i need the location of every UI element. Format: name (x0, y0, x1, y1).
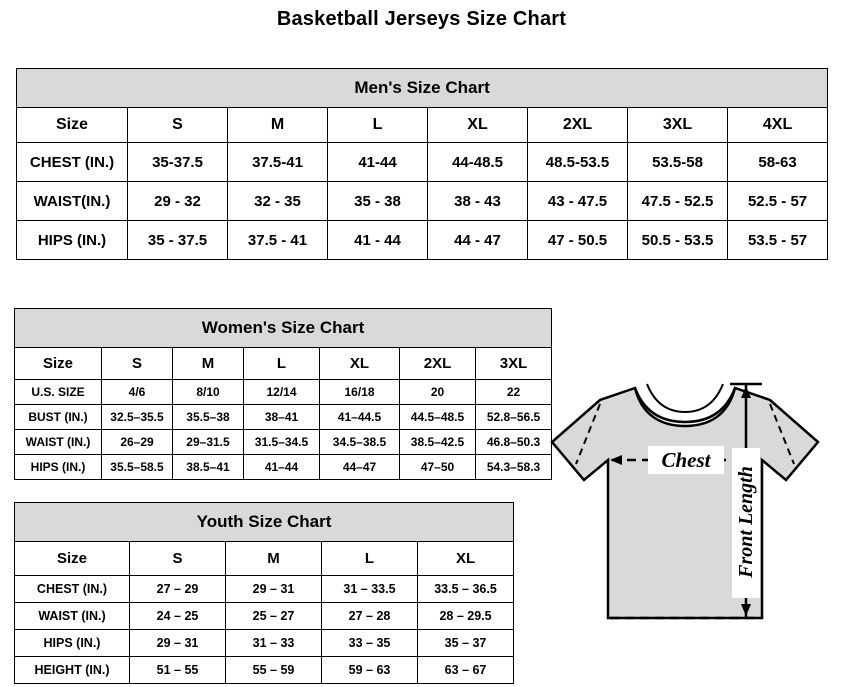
table-row (15, 405, 552, 430)
table-cell: 48.5-53.5 (528, 143, 628, 182)
table-cell: 33.5 – 36.5 (418, 576, 514, 603)
mens-header-cell: XL (428, 108, 528, 143)
table-row (15, 455, 552, 480)
table-cell: 53.5 - 57 (728, 221, 828, 260)
table-cell: 31 – 33 (226, 630, 322, 657)
row-label: WAIST (IN.) (15, 603, 130, 630)
table-cell: 24 – 25 (130, 603, 226, 630)
table-cell: 38–41 (244, 405, 320, 430)
womens-header-row (15, 348, 552, 380)
front-length-label: Front Length (735, 466, 757, 578)
table-row (15, 603, 514, 630)
youth-header-row (15, 542, 514, 576)
table-cell: 8/10 (173, 380, 244, 405)
table-cell: 35 – 37 (418, 630, 514, 657)
table-cell: 44 - 47 (428, 221, 528, 260)
table-cell: 29 - 32 (128, 182, 228, 221)
table-cell: 29–31.5 (173, 430, 244, 455)
table-cell: 53.5-58 (628, 143, 728, 182)
youth-size-table (14, 502, 514, 684)
table-cell: 37.5-41 (228, 143, 328, 182)
table-cell: 35 - 37.5 (128, 221, 228, 260)
row-label: HIPS (IN.) (15, 455, 102, 480)
table-row (17, 182, 828, 221)
womens-header-cell: L (244, 348, 320, 380)
table-cell: 12/14 (244, 380, 320, 405)
table-cell: 41–44.5 (320, 405, 400, 430)
table-cell: 35.5–58.5 (102, 455, 173, 480)
table-cell: 29 – 31 (226, 576, 322, 603)
mens-header-cell: M (228, 108, 328, 143)
table-row (15, 430, 552, 455)
row-label: CHEST (IN.) (17, 143, 128, 182)
row-label: WAIST(IN.) (17, 182, 128, 221)
womens-section-title: Women's Size Chart (15, 309, 552, 348)
mens-size-chart (16, 68, 828, 260)
mens-header-cell: S (128, 108, 228, 143)
page-title: Basketball Jerseys Size Chart (276, 8, 567, 30)
shirt-measurement-diagram (540, 360, 840, 672)
table-cell: 44.5–48.5 (400, 405, 476, 430)
table-cell: 20 (400, 380, 476, 405)
mens-header-cell: 3XL (628, 108, 728, 143)
mens-header-cell: 2XL (528, 108, 628, 143)
table-cell: 55 – 59 (226, 657, 322, 684)
mens-section-title: Men's Size Chart (17, 69, 828, 108)
table-cell: 44–47 (320, 455, 400, 480)
womens-header-cell: M (173, 348, 244, 380)
table-row (15, 380, 552, 405)
table-cell: 27 – 28 (322, 603, 418, 630)
mens-section-title-row (17, 69, 828, 108)
table-cell: 35 - 38 (328, 182, 428, 221)
youth-size-chart (14, 502, 514, 684)
table-cell: 26–29 (102, 430, 173, 455)
table-cell: 34.5–38.5 (320, 430, 400, 455)
row-label: CHEST (IN.) (15, 576, 130, 603)
youth-header-cell: M (226, 542, 322, 576)
table-cell: 27 – 29 (130, 576, 226, 603)
row-label: BUST (IN.) (15, 405, 102, 430)
row-label: WAIST (IN.) (15, 430, 102, 455)
table-row (17, 143, 828, 182)
collar-inner-line (647, 384, 723, 412)
table-cell: 50.5 - 53.5 (628, 221, 728, 260)
mens-header-cell: Size (17, 108, 128, 143)
table-cell: 28 – 29.5 (418, 603, 514, 630)
table-cell: 47.5 - 52.5 (628, 182, 728, 221)
table-cell: 35.5–38 (173, 405, 244, 430)
womens-header-cell: S (102, 348, 173, 380)
table-row (15, 630, 514, 657)
row-label: U.S. SIZE (15, 380, 102, 405)
womens-size-table (14, 308, 552, 480)
youth-header-cell: S (130, 542, 226, 576)
table-cell: 31.5–34.5 (244, 430, 320, 455)
womens-header-cell: Size (15, 348, 102, 380)
mens-header-row (17, 108, 828, 143)
mens-header-cell: L (328, 108, 428, 143)
shirt-diagram-svg (540, 360, 840, 672)
table-cell: 29 – 31 (130, 630, 226, 657)
table-cell: 52.8–56.5 (476, 405, 552, 430)
womens-size-chart (14, 308, 552, 480)
row-label: HEIGHT (IN.) (15, 657, 130, 684)
table-cell: 47–50 (400, 455, 476, 480)
row-label: HIPS (IN.) (15, 630, 130, 657)
mens-header-cell: 4XL (728, 108, 828, 143)
row-label: HIPS (IN.) (17, 221, 128, 260)
table-cell: 22 (476, 380, 552, 405)
table-cell: 35-37.5 (128, 143, 228, 182)
table-cell: 41 - 44 (328, 221, 428, 260)
table-row (15, 576, 514, 603)
table-cell: 58-63 (728, 143, 828, 182)
table-cell: 25 – 27 (226, 603, 322, 630)
table-cell: 46.8–50.3 (476, 430, 552, 455)
womens-header-cell: XL (320, 348, 400, 380)
womens-header-cell: 2XL (400, 348, 476, 380)
table-cell: 41–44 (244, 455, 320, 480)
womens-header-cell: 3XL (476, 348, 552, 380)
table-cell: 33 – 35 (322, 630, 418, 657)
youth-header-cell: XL (418, 542, 514, 576)
table-cell: 44-48.5 (428, 143, 528, 182)
table-cell: 38.5–41 (173, 455, 244, 480)
table-cell: 47 - 50.5 (528, 221, 628, 260)
chest-label: Chest (661, 448, 711, 472)
table-cell: 51 – 55 (130, 657, 226, 684)
table-row (17, 221, 828, 260)
youth-section-title-row (15, 503, 514, 542)
table-cell: 4/6 (102, 380, 173, 405)
table-cell: 32 - 35 (228, 182, 328, 221)
table-cell: 54.3–58.3 (476, 455, 552, 480)
womens-section-title-row (15, 309, 552, 348)
table-cell: 38.5–42.5 (400, 430, 476, 455)
table-cell: 59 – 63 (322, 657, 418, 684)
mens-size-table (16, 68, 828, 260)
table-cell: 31 – 33.5 (322, 576, 418, 603)
table-cell: 38 - 43 (428, 182, 528, 221)
table-row (15, 657, 514, 684)
youth-header-cell: L (322, 542, 418, 576)
youth-header-cell: Size (15, 542, 130, 576)
table-cell: 41-44 (328, 143, 428, 182)
table-cell: 37.5 - 41 (228, 221, 328, 260)
table-cell: 63 – 67 (418, 657, 514, 684)
table-cell: 43 - 47.5 (528, 182, 628, 221)
table-cell: 16/18 (320, 380, 400, 405)
youth-section-title: Youth Size Chart (15, 503, 514, 542)
table-cell: 52.5 - 57 (728, 182, 828, 221)
table-cell: 32.5–35.5 (102, 405, 173, 430)
